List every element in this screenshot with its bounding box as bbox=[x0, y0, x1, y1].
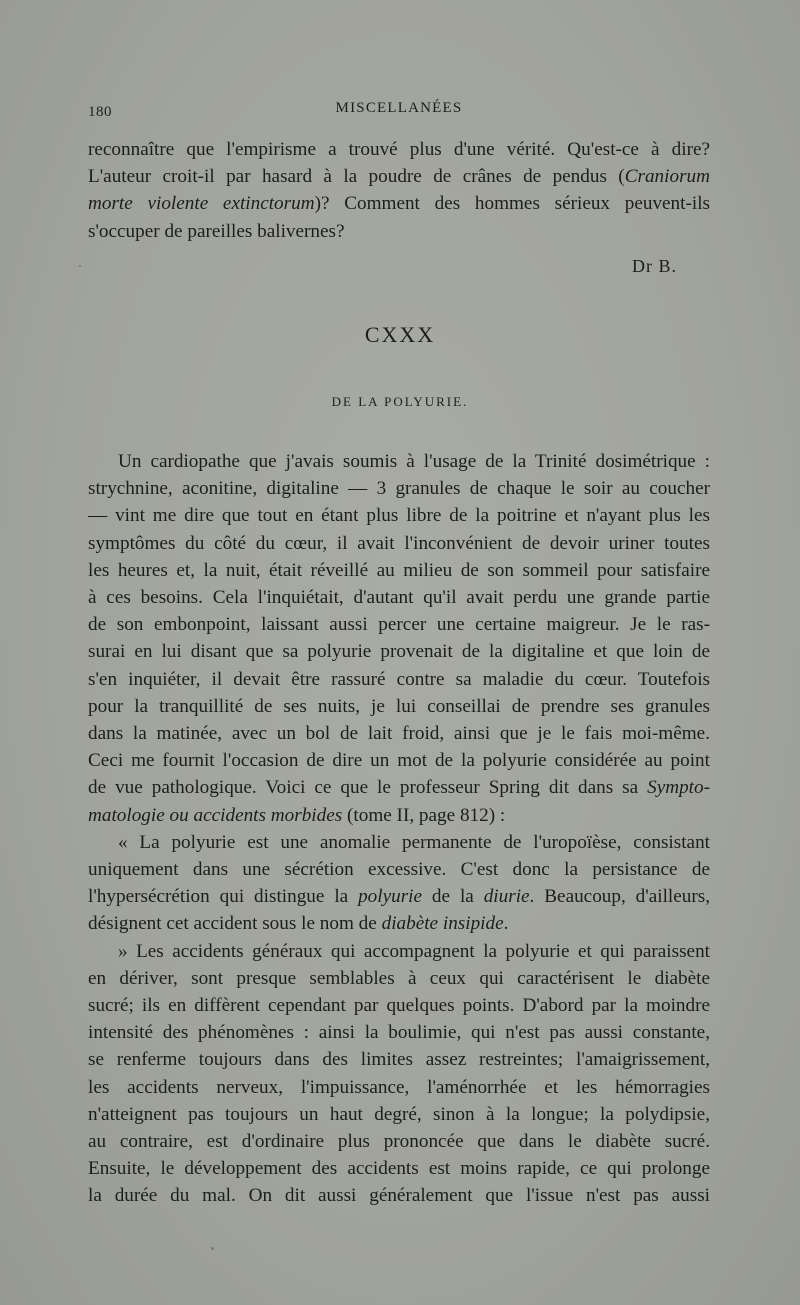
paragraph bbox=[88, 448, 710, 829]
text-line bbox=[88, 1128, 710, 1155]
text-run: (tome II, page 812) : bbox=[342, 804, 506, 826]
text-run: s'occuper de pareilles balivernes? bbox=[88, 220, 345, 242]
text-line bbox=[88, 584, 710, 611]
text-run: dans la matinée, avec un bol de lait froid, ainsi que je le fais moi-même. bbox=[88, 723, 710, 745]
text-run: » Les accidents généraux qui accompagnent la polyurie et qui paraissent bbox=[118, 940, 710, 962]
text-run: en dériver, sont presque semblables à ceux qui caractérisent le diabète bbox=[88, 967, 710, 989]
text-line bbox=[88, 190, 710, 217]
text-run: désignent cet accident sous le nom de bbox=[88, 913, 382, 935]
text-run: la durée du mal. On dit aussi généralement que l'issue n'est pas aussi bbox=[88, 1185, 710, 1207]
text-line bbox=[88, 883, 710, 910]
paragraph bbox=[88, 938, 710, 1210]
text-line bbox=[88, 747, 710, 774]
text-line bbox=[88, 136, 710, 163]
italic-run: diurie bbox=[483, 886, 530, 908]
text-run: s'en inquiéter, il devait être rassuré contre sa maladie du cœur. Toutefois bbox=[88, 668, 710, 690]
text-run: intensité des phénomènes : ainsi la boulimie, qui n'est pas aussi constante, bbox=[88, 1022, 710, 1044]
italic-run: polyurie bbox=[358, 886, 423, 908]
text-line bbox=[88, 666, 710, 693]
text-run: Un cardiopathe que j'avais soumis à l'usage de la Trinité dosimétrique : bbox=[118, 451, 710, 472]
paper-speck bbox=[211, 1247, 214, 1250]
italic-run: morte violente extinctorum bbox=[88, 193, 315, 215]
paper-speck bbox=[79, 265, 81, 267]
text-run: Ceci me fournit l'occasion de dire un mot de la polyurie considérée au point bbox=[88, 750, 710, 772]
text-line bbox=[88, 802, 710, 829]
text-run: sucré; ils en diffèrent cependant par quelques points. D'abord par la moindre bbox=[88, 995, 710, 1017]
text-run: uniquement dans une sécrétion excessive. C'est donc la persistance de bbox=[88, 859, 710, 881]
text-line bbox=[88, 774, 710, 801]
text-line bbox=[88, 910, 710, 937]
text-line bbox=[88, 829, 710, 856]
text-run: les heures et, la nuit, était réveillé au milieu de son sommeil pour satisfaire bbox=[88, 559, 710, 581]
text-line bbox=[88, 557, 710, 584]
chapter-number: CXXX bbox=[364, 322, 436, 347]
text-run: surai en lui disant que sa polyurie provenait de la digitaline et que loin de bbox=[88, 641, 710, 663]
continuation-paragraph bbox=[88, 136, 710, 245]
paragraph bbox=[88, 829, 710, 938]
text-line bbox=[88, 448, 710, 475]
text-run: les accidents nerveux, l'impuissance, l'aménorrhée et les hémorragies bbox=[88, 1076, 710, 1098]
text-line bbox=[88, 611, 710, 638]
text-line bbox=[88, 530, 710, 557]
text-line bbox=[88, 938, 710, 965]
author-signature: Dr B. bbox=[632, 256, 677, 276]
text-line bbox=[88, 638, 710, 665]
italic-run: Craniorum bbox=[624, 166, 710, 188]
text-line bbox=[88, 1046, 710, 1073]
text-line bbox=[88, 1019, 710, 1046]
text-line bbox=[88, 720, 710, 747]
text-line bbox=[88, 218, 710, 245]
text-line bbox=[88, 502, 710, 529]
text-run: — vint me dire que tout en étant plus libre de la poitrine et n'ayant plus les bbox=[88, 505, 710, 527]
text-line bbox=[88, 856, 710, 883]
text-run: )? Comment des hommes sérieux peuvent-ils bbox=[314, 193, 710, 215]
italic-run: matologie ou accidents morbides bbox=[88, 804, 343, 826]
text-run: pour la tranquillité de ses nuits, je lui conseillai de prendre ses granules bbox=[88, 695, 710, 717]
chapter-body bbox=[88, 448, 710, 1210]
text-run: au contraire, est d'ordinaire plus prononcée que dans le diabète sucré. bbox=[88, 1131, 710, 1153]
text-run: reconnaître que l'empirisme a trouvé plus d'une vérité. Qu'est-ce à dire? bbox=[88, 139, 710, 160]
text-run: . Beaucoup, d'ailleurs, bbox=[529, 886, 710, 908]
text-run: de son embonpoint, laissant aussi percer une certaine maigreur. Je le ras- bbox=[88, 614, 710, 636]
text-run: l'hypersécrétion qui distingue la bbox=[88, 886, 359, 908]
page-header bbox=[88, 100, 710, 124]
chapter-title: DE LA POLYURIE. bbox=[331, 394, 469, 409]
text-line bbox=[88, 1074, 710, 1101]
text-line bbox=[88, 1101, 710, 1128]
text-run: n'atteignent pas toujours un haut degré, sinon à la longue; la polydipsie, bbox=[88, 1103, 710, 1125]
page-number: 180 bbox=[88, 104, 112, 120]
text-line bbox=[88, 1182, 710, 1209]
text-run: . bbox=[503, 913, 509, 935]
text-run: se renferme toujours dans des limites assez restreintes; l'amaigrissement, bbox=[88, 1049, 710, 1071]
text-run: de la bbox=[422, 886, 484, 908]
text-run: strychnine, aconitine, digitaline — 3 granules de chaque le soir au coucher bbox=[88, 478, 710, 500]
text-line bbox=[88, 965, 710, 992]
italic-run: Sympto- bbox=[647, 777, 710, 799]
text-line bbox=[88, 475, 710, 502]
text-line bbox=[88, 992, 710, 1019]
text-run: « La polyurie est une anomalie permanente de l'uropoïèse, consistant bbox=[118, 831, 710, 853]
text-run: Ensuite, le développement des accidents est moins rapide, ce qui prolonge bbox=[88, 1158, 710, 1180]
text-run: à ces besoins. Cela l'inquiétait, d'autant qu'il avait perdu une grande partie bbox=[88, 587, 710, 609]
text-line bbox=[88, 693, 710, 720]
text-run: symptômes du côté du cœur, il avait l'inconvénient de devoir uriner toutes bbox=[88, 532, 710, 554]
text-run: de vue pathologique. Voici ce que le professeur Spring dit dans sa bbox=[88, 777, 648, 799]
text-line bbox=[88, 163, 710, 190]
text-run: L'auteur croit-il par hasard à la poudre de crânes de pendus ( bbox=[88, 166, 625, 188]
running-head: MISCELLANÉES bbox=[335, 100, 463, 116]
italic-run: diabète insipide bbox=[381, 913, 504, 935]
text-line bbox=[88, 1155, 710, 1182]
